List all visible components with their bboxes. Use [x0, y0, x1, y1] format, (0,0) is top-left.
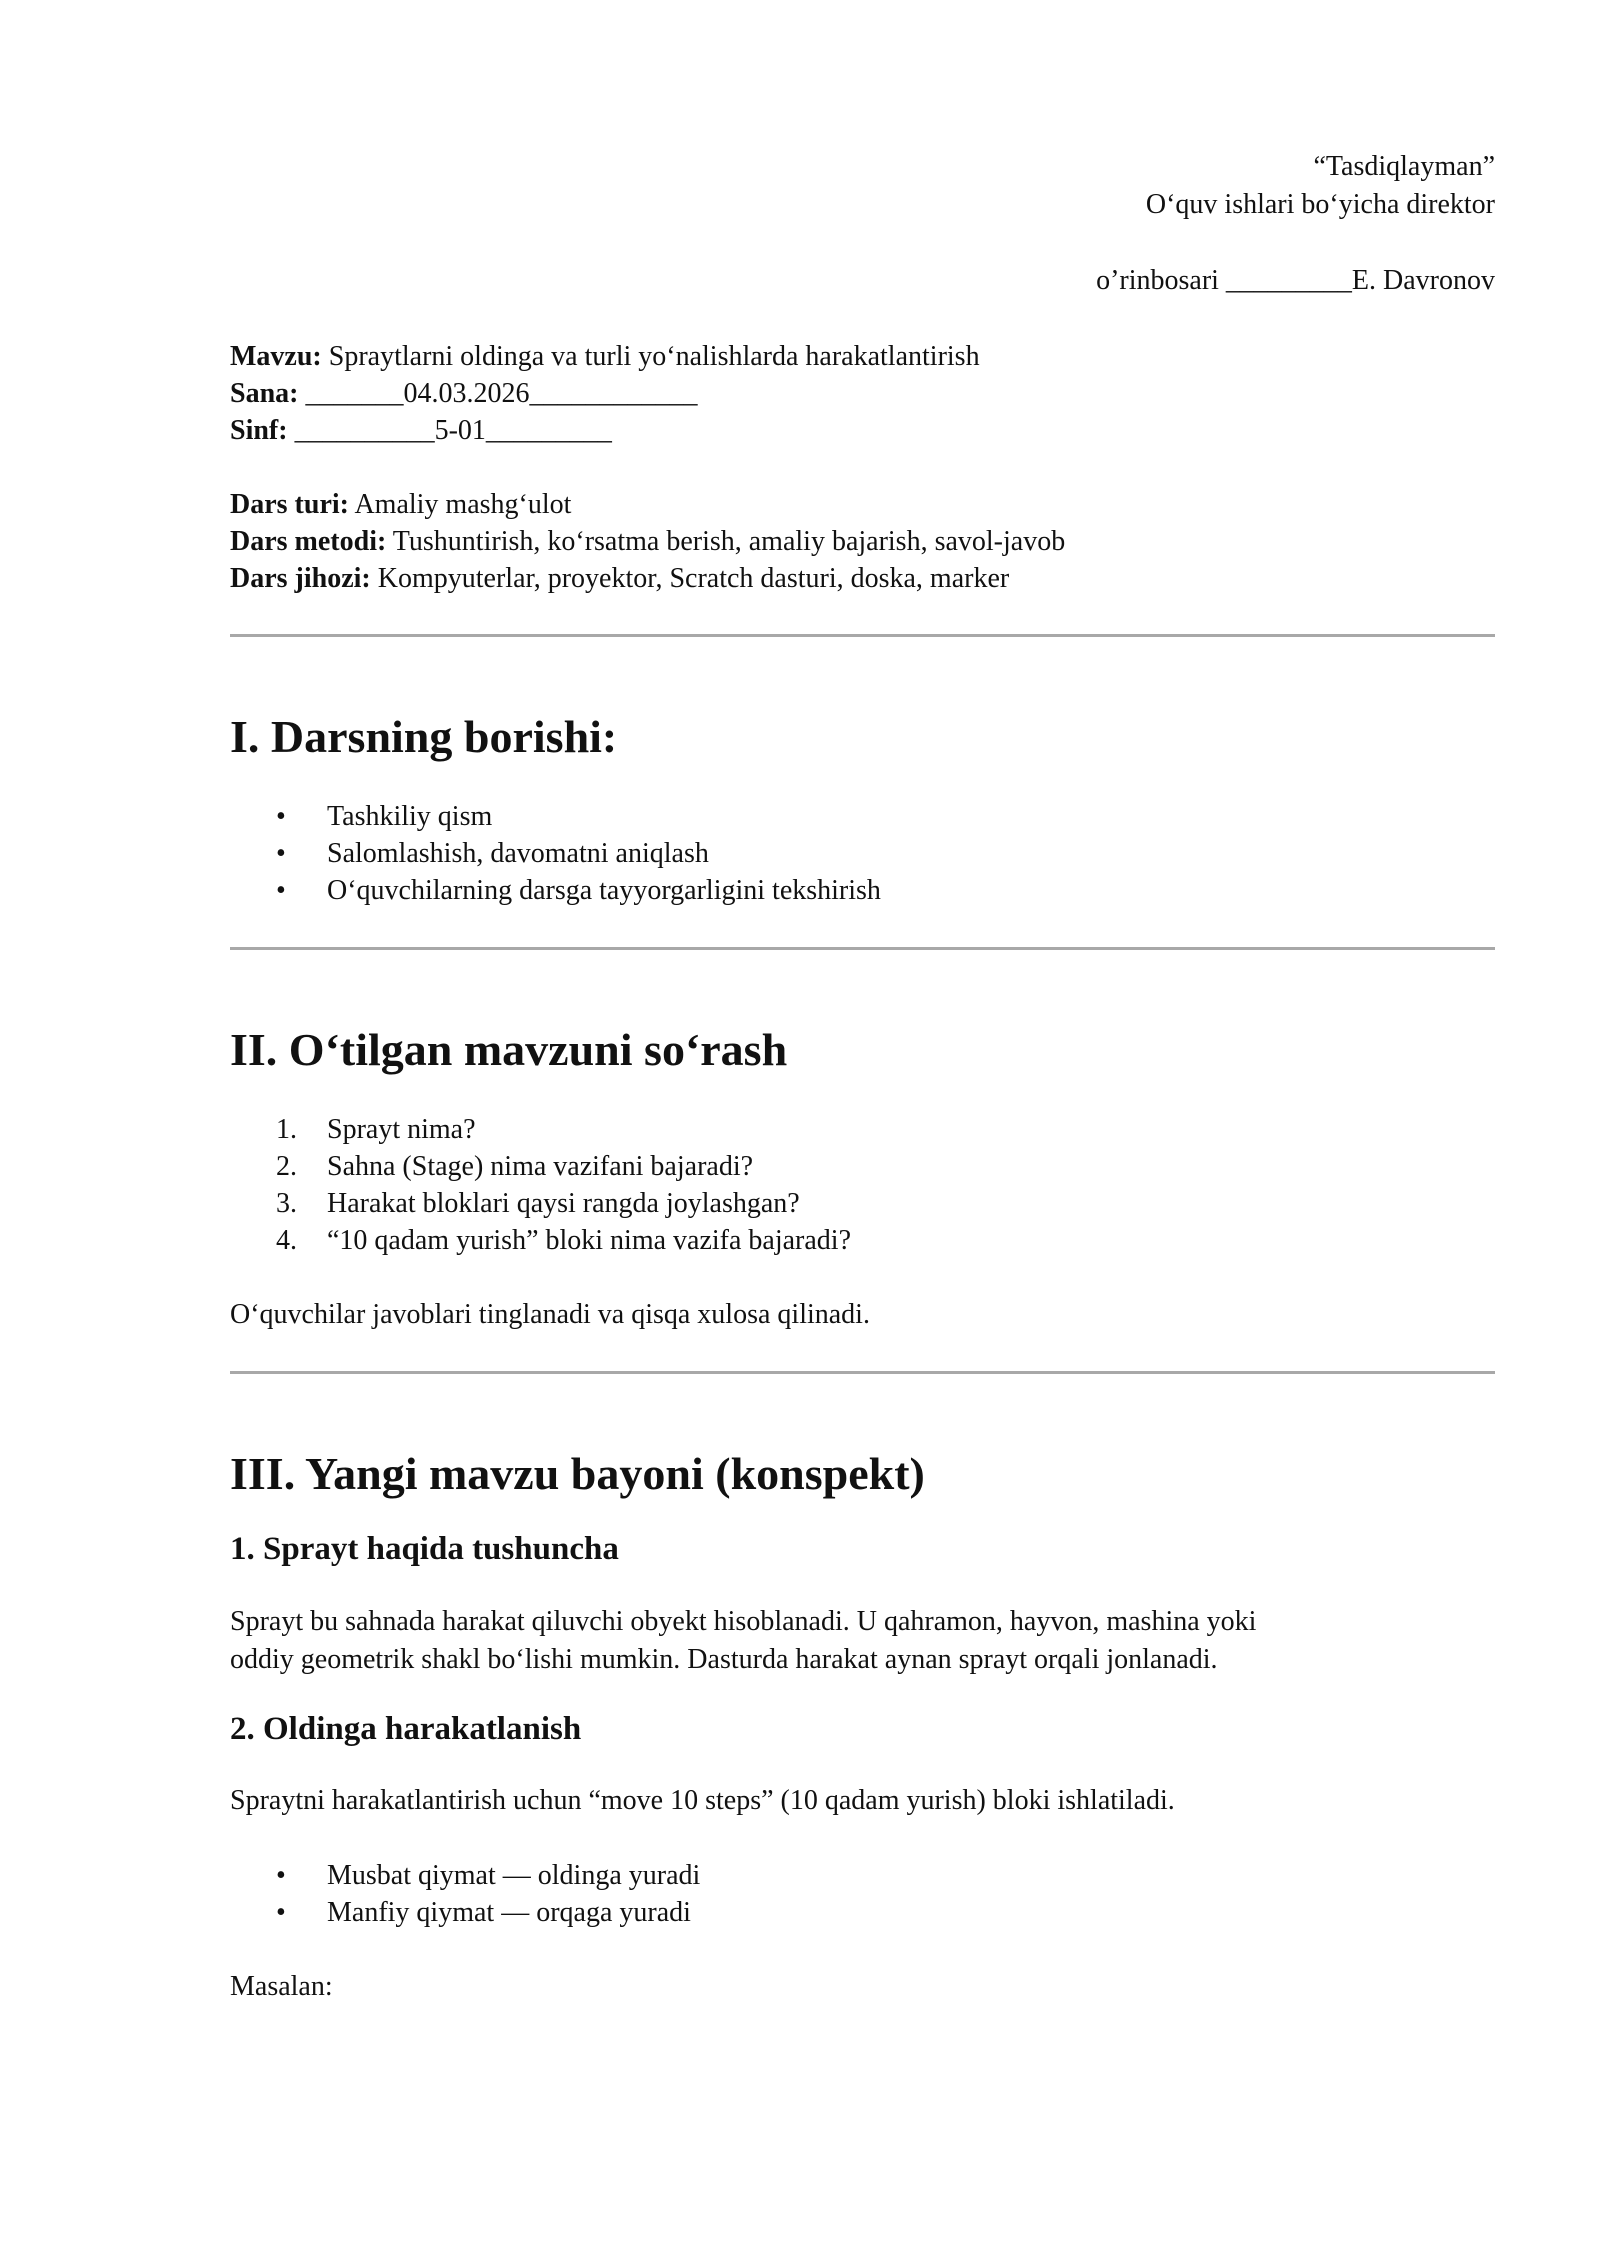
meta-topic-value: Spraytlarni oldinga va turli yo‘nalishlarda harakatlantirish — [321, 341, 980, 372]
meta-date-label: Sana: — [230, 378, 299, 409]
subsection-2-heading: 2. Oldinga harakatlanish — [230, 1711, 582, 1747]
meta-class — [230, 412, 1495, 449]
meta-lesson-equipment — [230, 560, 1495, 597]
meta-lesson-method-value: Tushuntirish, ko‘rsatma berish, amaliy bajarish, savol-javob — [386, 526, 1066, 557]
section-2-heading: II. O‘tilgan mavzuni so‘rash — [230, 1024, 788, 1075]
list-item: 4. “10 qadam yurish” bloki nima vazifa bajaradi? — [276, 1225, 852, 1256]
meta-date-value: _______04.03.2026____________ — [298, 378, 698, 409]
bullet-icon: • — [276, 875, 286, 906]
meta-date — [230, 375, 1495, 412]
divider-3 — [230, 1371, 1495, 1374]
bullet-icon: • — [276, 1860, 286, 1891]
subsection-1-paragraph: Sprayt bu sahnada harakat qiluvchi obyekt hisoblanadi. U qahramon, hayvon, mashina yoki oddiy geometrik shakl bo‘lishi mumkin. Dasturda harakat aynan sprayt orqali jonlanadi. — [230, 1606, 1257, 1675]
meta-topic — [230, 338, 1495, 375]
list-item: 2. Sahna (Stage) nima vazifani bajaradi? — [276, 1151, 754, 1182]
document-page — [230, 148, 1495, 2006]
list-item: • O‘quvchilarning darsga tayyorgarligini tekshirish — [230, 872, 1495, 909]
meta-lesson-type-value: Amaliy mashg‘ulot — [348, 489, 572, 520]
list-item: • Tashkiliy qism — [230, 798, 1495, 835]
list-item: • Salomlashish, davomatni aniqlash — [230, 835, 1495, 872]
section-2-summary: O‘quvchilar javoblari tinglanadi va qisqa xulosa qilinadi. — [230, 1299, 870, 1330]
section-3-heading: III. Yangi mavzu bayoni (konspekt) — [230, 1448, 925, 1499]
list-item: 3. Harakat bloklari qaysi rangda joylashgan? — [276, 1188, 800, 1219]
meta-class-label: Sinf: — [230, 415, 288, 446]
meta-class-value: __________5-01_________ — [287, 415, 612, 446]
subsection-2-list — [230, 1857, 1495, 1931]
approval-title: “Tasdiqlayman” — [1313, 151, 1495, 182]
section-2-list — [230, 1111, 1495, 1259]
divider-1 — [230, 634, 1495, 637]
meta-lesson-type-label: Dars turi: — [230, 489, 349, 520]
meta-topic-label: Mavzu: — [230, 341, 322, 372]
bullet-icon: • — [276, 1897, 286, 1928]
subsection-2-paragraph: Spraytni harakatlantirish uchun “move 10 steps” (10 qadam yurish) bloki ishlatiladi. — [230, 1785, 1175, 1816]
meta-lesson-equipment-label: Dars jihozi: — [230, 563, 371, 594]
bullet-icon: • — [276, 838, 286, 869]
divider-2 — [230, 947, 1495, 950]
section-1-heading: I. Darsning borishi: — [230, 711, 618, 762]
list-item: • Manfiy qiymat — orqaga yuradi — [230, 1894, 1495, 1931]
meta-lesson-method — [230, 523, 1495, 560]
meta-lesson-method-label: Dars metodi: — [230, 526, 387, 557]
meta-lesson-type — [230, 486, 1495, 523]
bullet-icon: • — [276, 801, 286, 832]
approval-position: O‘quv ishlari bo‘yicha direktor — [1145, 189, 1495, 220]
approval-block — [230, 148, 1495, 300]
example-label: Masalan: — [230, 1971, 333, 2002]
subsection-1-heading: 1. Sprayt haqida tushuncha — [230, 1531, 619, 1567]
list-item: • Musbat qiymat — oldinga yuradi — [230, 1857, 1495, 1894]
meta-lesson-equipment-value: Kompyuterlar, proyektor, Scratch dasturi, doska, marker — [370, 563, 1010, 594]
lesson-meta — [230, 338, 1495, 597]
list-item: 1. Sprayt nima? — [276, 1114, 476, 1145]
section-1-list — [230, 798, 1495, 909]
approval-signature: o’rinbosari _________E. Davronov — [1096, 265, 1495, 296]
